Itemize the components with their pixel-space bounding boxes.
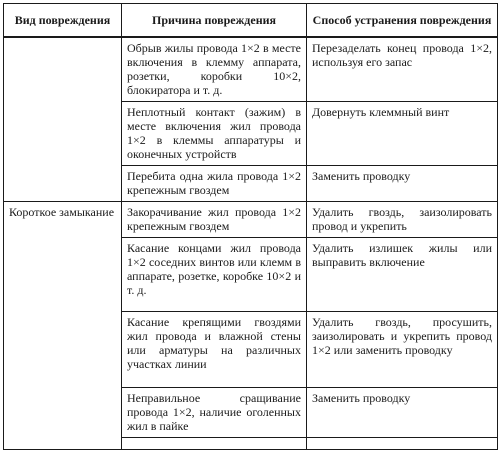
damage-cell xyxy=(4,438,122,450)
fix-cell: Удалить гвоздь, просушить, заизолировать и укрепить провод 1×2 или заменить проводку xyxy=(307,312,498,388)
fix-cell: Заменить проводку xyxy=(307,388,498,438)
cause-cell: Перебита одна жила провода 1×2 крепежным гвоздем xyxy=(122,166,307,202)
table-row xyxy=(4,166,498,202)
damage-cell xyxy=(4,312,122,388)
table-row xyxy=(4,102,498,166)
damage-cell xyxy=(4,37,122,102)
faults-table xyxy=(3,3,498,450)
table-row xyxy=(4,238,498,312)
fix-cell xyxy=(307,438,498,450)
damage-cell xyxy=(4,238,122,312)
cause-cell: Неправильное сращивание провода 1×2, наличие оголенных жил в пайке xyxy=(122,388,307,438)
table-row xyxy=(4,388,498,438)
header-damage: Вид повреждения xyxy=(4,4,122,38)
fix-cell: Перезаделать конец провода 1×2, используя его запас xyxy=(307,37,498,102)
cause-cell xyxy=(122,438,307,450)
table-row xyxy=(4,202,498,238)
damage-cell xyxy=(4,166,122,202)
cause-cell: Неплотный контакт (зажим) в месте включения жил провода 1×2 в клеммы аппаратуры и оконечных устройств xyxy=(122,102,307,166)
cause-cell: Обрыв жилы провода 1×2 в месте включения в клемму аппарата, розетки, коробки 10×2, блокиратора и т. д. xyxy=(122,37,307,102)
cause-cell: Закорачивание жил провода 1×2 крепежным гвоздем xyxy=(122,202,307,238)
fix-cell: Удалить гвоздь, заизолировать провод и укрепить xyxy=(307,202,498,238)
fix-cell: Заменить проводку xyxy=(307,166,498,202)
cause-cell: Касание концами жил провода 1×2 соседних винтов или клемм в аппарате, розетке, коробке 10×2 и т. д. xyxy=(122,238,307,312)
header-cause: Причина повреждения xyxy=(122,4,307,38)
table-row xyxy=(4,37,498,102)
fix-cell: Удалить излишек жилы или выправить включение xyxy=(307,238,498,312)
cause-cell: Касание крепящими гвоздями жил провода и влажной стены или арматуры на различных участках линии xyxy=(122,312,307,388)
table-row xyxy=(4,438,498,450)
fix-cell: Довернуть клеммный винт xyxy=(307,102,498,166)
header-fix: Способ устранения повреждения xyxy=(307,4,498,38)
damage-cell xyxy=(4,102,122,166)
table-row xyxy=(4,312,498,388)
header-row xyxy=(4,4,498,38)
damage-cell xyxy=(4,388,122,438)
damage-cell-short-circuit: Короткое замыкание xyxy=(4,202,122,238)
